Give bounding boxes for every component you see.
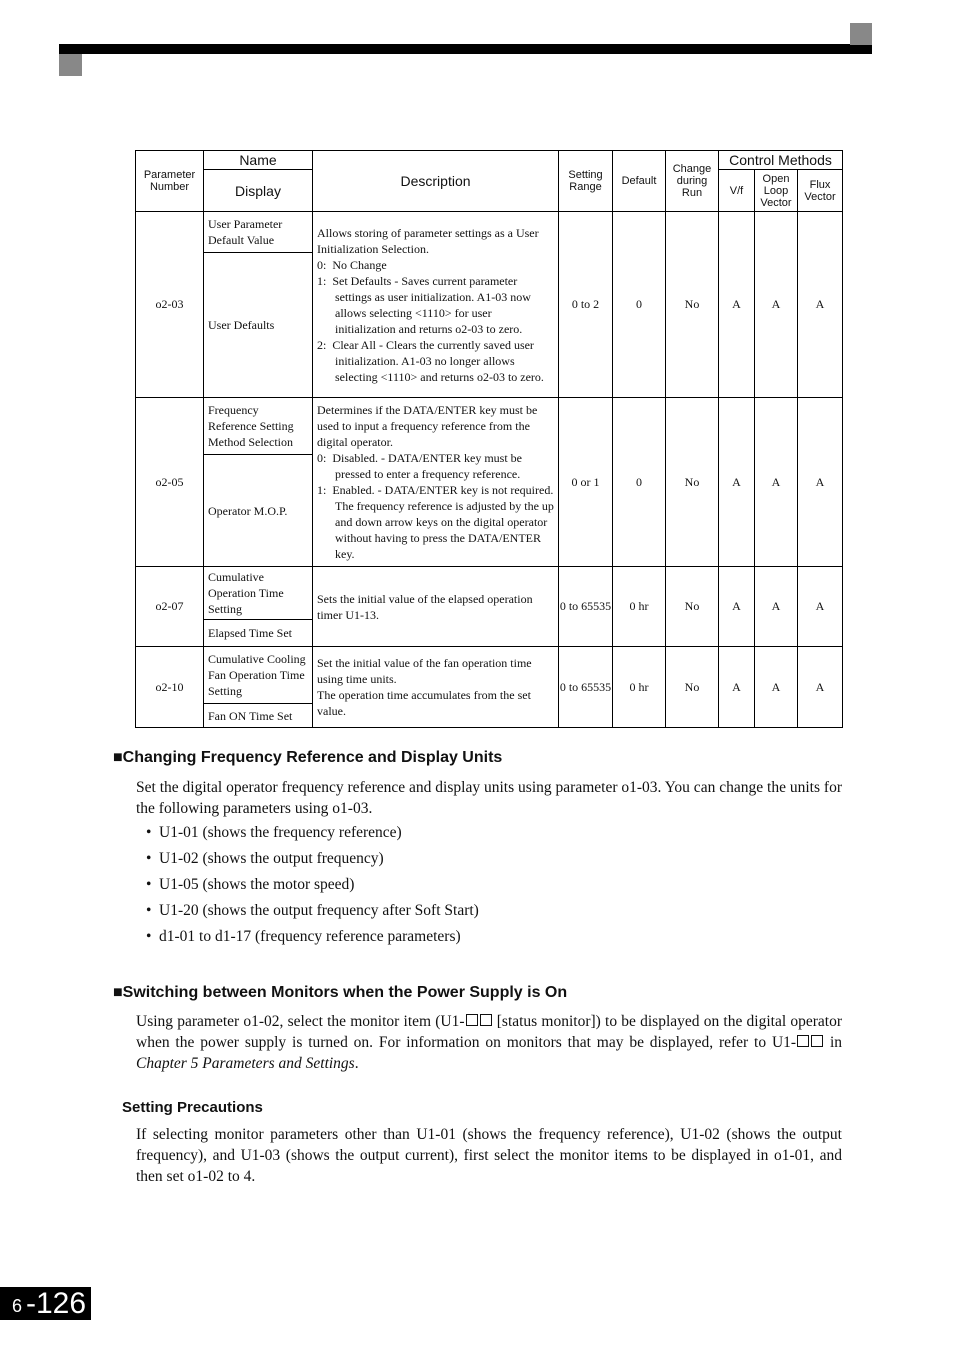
param-number: o2-05 (136, 398, 204, 567)
param-description (313, 212, 559, 398)
header-display: Display (204, 170, 313, 212)
header-setting-range: Setting Range (559, 151, 613, 212)
header-parameter-number: Parameter Number (136, 151, 204, 212)
header-name: Name (204, 151, 313, 170)
param-number: o2-03 (136, 212, 204, 398)
param-number: o2-07 (136, 567, 204, 647)
table-row (136, 212, 843, 253)
placeholder-box-icon (811, 1035, 823, 1047)
chapter-number: 6 (12, 1296, 23, 1316)
section-body: If selecting monitor parameters other than U1-01 (shows the frequency reference), U1-02 (shows the output frequency), and U1-03 (shows the output current), first select the monitor items to be displayed in o1-01, and then set o1-02 to 4. (136, 1126, 842, 1185)
section-body: Set the digital operator frequency reference and display units using parameter o1-03. You can change the units for the following parameters using o1-03. (136, 779, 842, 817)
vf-access: A (719, 212, 755, 398)
default-value: 0 (613, 212, 666, 398)
header-description: Description (313, 151, 559, 212)
change-during-run: No (666, 567, 719, 647)
header-flux: Flux Vector (798, 170, 843, 212)
description-item: 1: Enabled. - DATA/ENTER key is not required. The frequency reference is adjusted by the up and down arrow keys on the digital operator without having to press the DATA/ENTER key. (317, 483, 554, 561)
description-text: Allows storing of parameter settings as a User Initialization Selection. (317, 225, 539, 256)
placeholder-box-icon (797, 1035, 809, 1047)
default-value: 0 hr (613, 647, 666, 728)
param-description (313, 567, 559, 647)
default-value: 0 (613, 398, 666, 567)
olv-access: A (755, 647, 798, 728)
flux-access: A (798, 212, 843, 398)
page-number: -126 (26, 1287, 87, 1320)
flux-access: A (798, 398, 843, 567)
description-text: The operation time accumulates from the set value. (317, 688, 531, 718)
param-description (313, 647, 559, 728)
section-body: Using parameter o1-02, select the monitor item (U1- [status monitor]) to be displayed on the digital operator when the power supply is turned on. For information on monitors that may be displayed, refer to U1- in Chapter 5 Parameters and Settings. (136, 1013, 842, 1072)
description-item: 0: Disabled. - DATA/ENTER key must be pressed to enter a frequency reference. (317, 451, 523, 481)
parameter-table (135, 150, 843, 728)
section-heading: ■Changing Frequency Reference and Display Units (113, 749, 503, 766)
change-during-run: No (666, 647, 719, 728)
header-control-methods: Control Methods (719, 151, 843, 170)
list-item: • U1-02 (shows the output frequency) (146, 850, 384, 867)
flux-access: A (798, 647, 843, 728)
change-during-run: No (666, 212, 719, 398)
description-item: 0: No Change (317, 257, 387, 272)
param-description (313, 398, 559, 567)
header-rule (59, 44, 872, 54)
param-name: Frequency Reference Setting Method Selection (204, 398, 313, 455)
description-text: Sets the initial value of the elapsed operation timer U1-13. (317, 591, 533, 622)
olv-access: A (755, 212, 798, 398)
param-display: User Defaults (204, 253, 313, 398)
param-name: User Parameter Default Value (204, 212, 313, 253)
placeholder-box-icon (466, 1014, 478, 1026)
subsection-heading: Setting Precautions (122, 1099, 263, 1116)
chapter-reference: Chapter 5 Parameters and Settings (136, 1055, 355, 1072)
setting-range: 0 or 1 (559, 398, 613, 567)
param-display: Elapsed Time Set (204, 620, 313, 647)
list-item: • U1-05 (shows the motor speed) (146, 876, 355, 893)
setting-range: 0 to 2 (559, 212, 613, 398)
param-number: o2-10 (136, 647, 204, 728)
param-name: Cumulative Cooling Fan Operation Time Setting (204, 647, 313, 704)
vf-access: A (719, 398, 755, 567)
list-item: • U1-20 (shows the output frequency after Soft Start) (146, 902, 479, 919)
list-item: • U1-01 (shows the frequency reference) (146, 824, 402, 841)
header-olv: Open Loop Vector (755, 170, 798, 212)
default-value: 0 hr (613, 567, 666, 647)
olv-access: A (755, 567, 798, 647)
placeholder-box-icon (480, 1014, 492, 1026)
table-row (136, 398, 843, 455)
section-heading: ■Switching between Monitors when the Power Supply is On (113, 984, 568, 1001)
vf-access: A (719, 647, 755, 728)
description-text: Determines if the DATA/ENTER key must be used to input a frequency reference from the digital operator. (317, 403, 538, 449)
setting-range: 0 to 65535 (559, 647, 613, 728)
header-change-during-run: Change during Run (666, 151, 719, 212)
header-marker-square (59, 54, 82, 76)
flux-access: A (798, 567, 843, 647)
bullet-list (146, 822, 479, 952)
param-name: Cumulative Operation Time Setting (204, 567, 313, 620)
description-text: Set the initial value of the fan operation time using time units. (317, 656, 532, 686)
change-during-run: No (666, 398, 719, 567)
description-item: 2: Clear All - Clears the currently saved user initialization. A1-03 no longer allows selecting <1110> and returns o2-03 to zero. (317, 337, 544, 384)
param-display: Fan ON Time Set (204, 704, 313, 728)
param-display: Operator M.O.P. (204, 455, 313, 567)
header-default: Default (613, 151, 666, 212)
olv-access: A (755, 398, 798, 567)
setting-range: 0 to 65535 (559, 567, 613, 647)
table-row (136, 567, 843, 620)
table-row (136, 647, 843, 704)
list-item: • d1-01 to d1-17 (frequency reference parameters) (146, 928, 461, 945)
vf-access: A (719, 567, 755, 647)
description-item: 1: Set Defaults - Saves current parameter settings as user initialization. A1-03 now allows selecting <1110> for user initialization and returns o2-03 to zero. (317, 273, 531, 336)
header-marker-square (850, 23, 872, 45)
page-number-badge (0, 1287, 91, 1320)
header-vf: V/f (719, 170, 755, 212)
